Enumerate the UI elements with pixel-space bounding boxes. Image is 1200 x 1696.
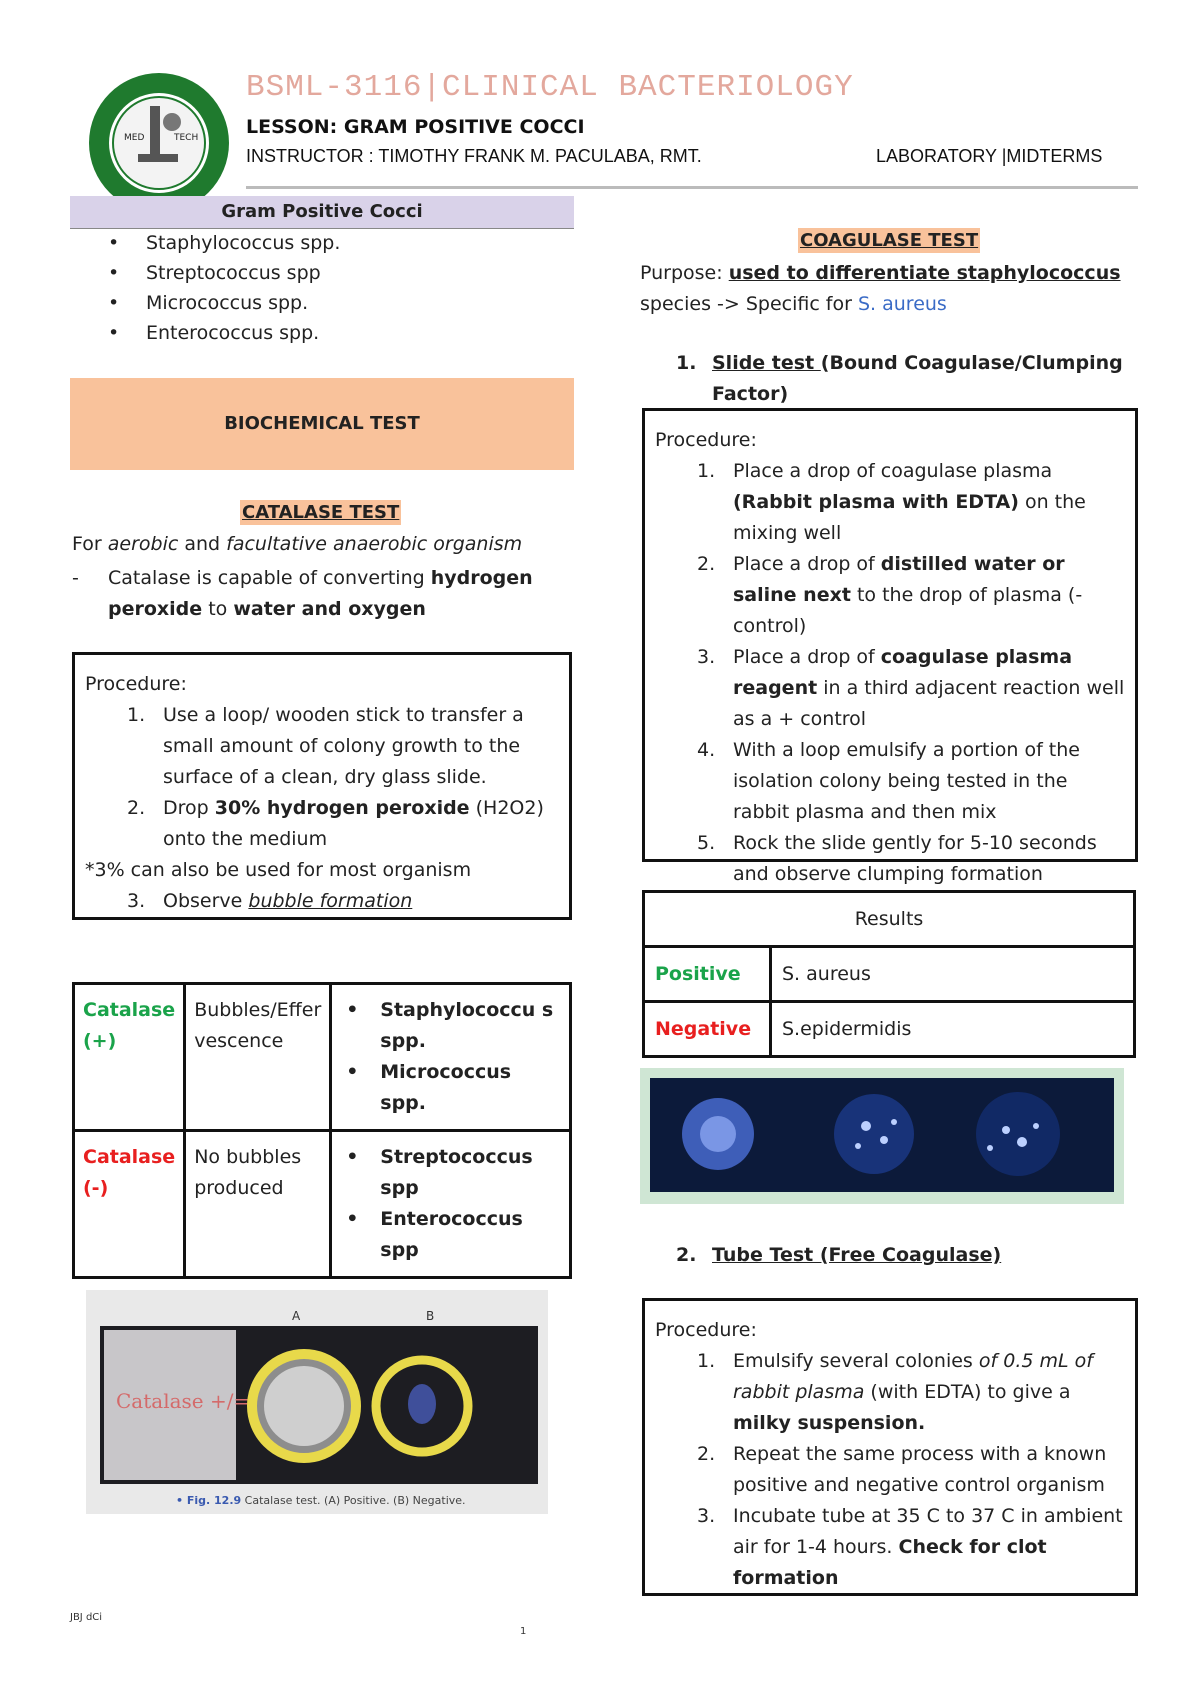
procedure-step: 3. Observe bubble formation xyxy=(127,890,413,912)
catalase-negative-organisms: • Streptococcus spp • Enterococcus spp xyxy=(331,1131,571,1278)
procedure-label: Procedure: xyxy=(85,673,187,695)
coagulase-purpose: Purpose: used to differentiate staphylococcus species -> Specific for S. aureus xyxy=(640,262,1121,315)
procedure-step: 2. Drop 30% hydrogen peroxide (H2O2) onto the medium xyxy=(127,797,544,850)
procedure-step: 5. Rock the slide gently for 5-10 seconds and observe clumping formation xyxy=(697,832,1097,885)
catalase-negative-result: No bubbles produced xyxy=(185,1131,331,1278)
list-item: • Streptococcus spp xyxy=(70,258,574,288)
procedure-step: 4. With a loop emulsify a portion of the isolation colony being tested in the rabbit plasma and then mix xyxy=(697,739,1080,823)
table-row xyxy=(644,947,1135,1002)
results-positive-value: S. aureus xyxy=(771,947,1135,1002)
catalase-procedure-box xyxy=(72,652,572,920)
tube-test-heading: 2. Tube Test (Free Coagulase) xyxy=(676,1244,1002,1266)
table-row xyxy=(644,892,1135,947)
biochemical-heading: BIOCHEMICAL TEST xyxy=(70,378,574,470)
procedure-step: 1. Place a drop of coagulase plasma (Rabbit plasma with EDTA) on the mixing well xyxy=(697,460,1086,544)
photo-label-a: A xyxy=(292,1309,301,1323)
university-logo xyxy=(86,70,232,216)
procedure-step: 1. Emulsify several colonies of 0.5 mL of rabbit plasma (with EDTA) to give a milky suspension. xyxy=(697,1350,1093,1434)
coagulase-heading: COAGULASE TEST xyxy=(800,230,979,251)
catalase-positive-result: Bubbles/Effer vescence xyxy=(185,984,331,1131)
course-title: BSML-3116|CLINICAL BACTERIOLOGY xyxy=(246,70,854,105)
page-number: 1 xyxy=(520,1626,527,1637)
tube-test-procedure-box xyxy=(642,1298,1138,1596)
list-item: • Micrococcus spp. xyxy=(70,288,574,318)
catalase-positive-organisms: • Staphylococcu s spp. • Micrococcus spp. xyxy=(331,984,571,1131)
svg-text:MED: MED xyxy=(124,133,145,143)
footer-initials: JBJ dCi xyxy=(70,1612,103,1623)
procedure-step: 3. Place a drop of coagulase plasma reagent in a third adjacent reaction well as a + control xyxy=(697,646,1125,730)
coagulase-results-table xyxy=(642,890,1136,1058)
term-label: LABORATORY |MIDTERMS xyxy=(876,146,1103,166)
header-divider xyxy=(246,186,1138,189)
catalase-negative-label: Catalase (-) xyxy=(74,1131,185,1278)
photo-caption-figure: • Fig. 12.9 xyxy=(176,1494,242,1507)
svg-text:• Fig. 12.9 Catalase test. (A) xyxy=(176,1494,466,1507)
results-negative-value: S.epidermidis xyxy=(771,1002,1135,1057)
catalase-test-photo xyxy=(86,1290,548,1514)
coagulase-slide-photo xyxy=(640,1068,1124,1204)
slide-test-procedure-box xyxy=(642,408,1138,885)
table-row xyxy=(74,1131,571,1278)
results-positive-label: Positive xyxy=(644,947,771,1002)
results-title: Results xyxy=(644,892,1135,947)
catalase-scope: For aerobic and facultative anaerobic organism xyxy=(72,533,523,555)
procedure-label: Procedure: xyxy=(655,1319,757,1341)
catalase-positive-label: Catalase (+) xyxy=(74,984,185,1131)
catalase-heading: CATALASE TEST xyxy=(242,502,400,523)
gram-positive-list xyxy=(70,228,574,348)
photo-caption: Catalase test. (A) Positive. (B) Negative. xyxy=(241,1494,466,1507)
procedure-step: 2. Place a drop of distilled water or saline next to the drop of plasma (- control) xyxy=(697,553,1083,637)
gram-positive-heading: Gram Positive Cocci xyxy=(70,196,574,229)
list-item: • Staphylococcus spp. xyxy=(70,228,574,258)
lesson-title: LESSON: GRAM POSITIVE COCCI xyxy=(246,116,585,138)
procedure-step: 2. Repeat the same process with a known positive and negative control organism xyxy=(697,1443,1107,1496)
procedure-step: 1. Use a loop/ wooden stick to transfer a small amount of colony growth to the surface of a clean, dry glass slide. xyxy=(127,704,524,788)
table-row xyxy=(74,984,571,1131)
photo-label-b: B xyxy=(426,1309,435,1323)
list-item: • Enterococcus spp. xyxy=(70,318,574,348)
table-row xyxy=(644,1002,1135,1057)
catalase-results-table xyxy=(72,982,572,1279)
results-negative-label: Negative xyxy=(644,1002,771,1057)
instructor-name: INSTRUCTOR : TIMOTHY FRANK M. PACULABA, RMT. xyxy=(246,146,702,166)
svg-text:TECH: TECH xyxy=(174,133,199,143)
procedure-note: *3% can also be used for most organism xyxy=(85,859,472,881)
procedure-step: 3. Incubate tube at 35 C to 37 C in ambient air for 1-4 hours. Check for clot formation xyxy=(697,1505,1123,1589)
procedure-label: Procedure: xyxy=(655,429,757,451)
photo-slide-text: Catalase +/= xyxy=(116,1389,251,1413)
slide-test-heading: 1. Slide test (Bound Coagulase/Clumping Factor) xyxy=(676,352,1123,405)
catalase-description: - Catalase is capable of converting hydrogen peroxide to water and oxygen xyxy=(72,567,533,620)
